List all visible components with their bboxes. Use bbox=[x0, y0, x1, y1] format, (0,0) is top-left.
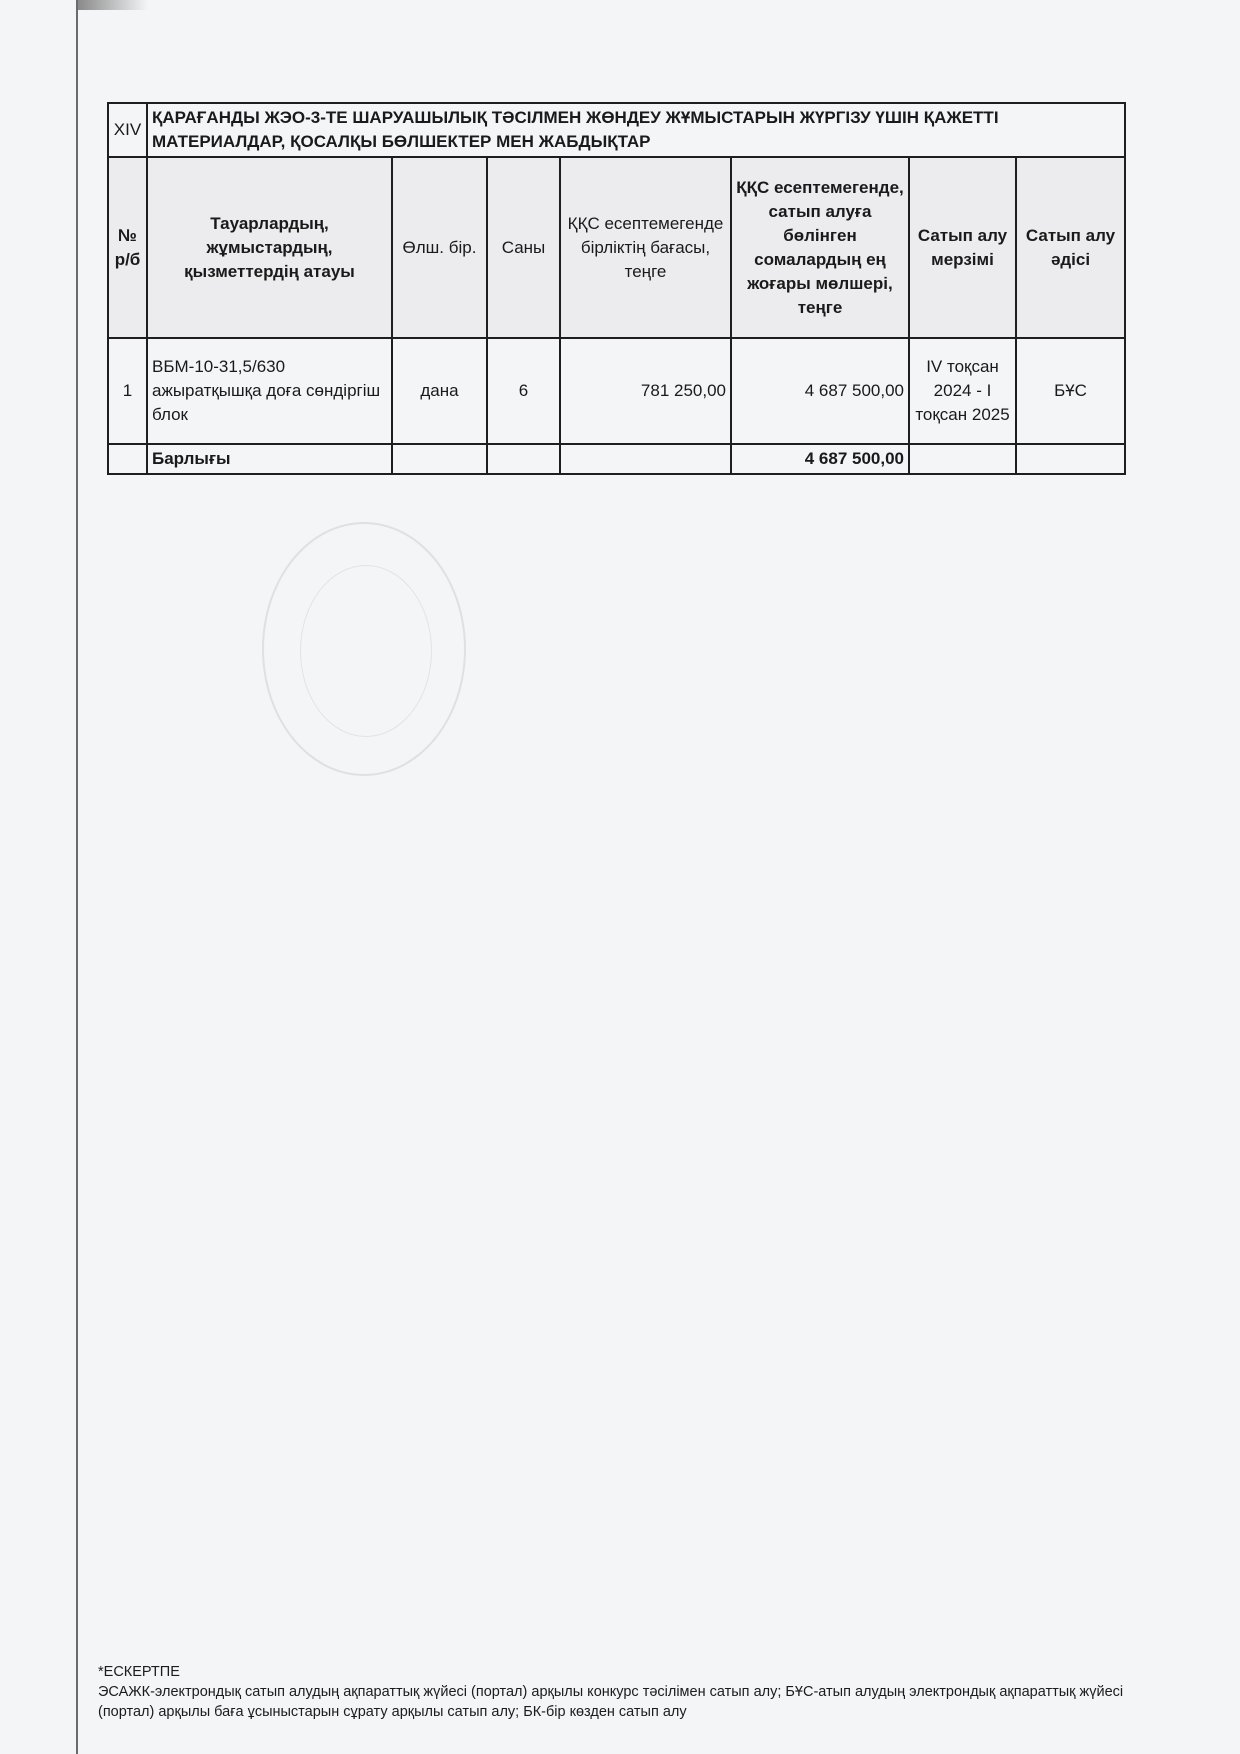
procurement-table bbox=[107, 102, 1126, 475]
row-qty: 6 bbox=[487, 338, 560, 444]
row-max-amount: 4 687 500,00 bbox=[731, 338, 909, 444]
page-edge bbox=[76, 0, 78, 1754]
header-row bbox=[108, 157, 1125, 338]
total-empty-5 bbox=[909, 444, 1016, 474]
col-header-unit: Өлш. бір. bbox=[392, 157, 487, 338]
col-header-max-amount: ҚҚС есептемегенде, сатып алуға бөлінген сомалардың ең жоғары мөлшері, теңге bbox=[731, 157, 909, 338]
section-title-row bbox=[108, 103, 1125, 157]
footnote bbox=[98, 1662, 1138, 1722]
col-header-method: Сатып алу әдісі bbox=[1016, 157, 1125, 338]
footnote-heading: *ЕСКЕРТПЕ bbox=[98, 1664, 180, 1680]
total-empty-4 bbox=[560, 444, 731, 474]
scan-smudge bbox=[78, 0, 148, 10]
row-method: БҰС bbox=[1016, 338, 1125, 444]
row-period: IV тоқсан 2024 - I тоқсан 2025 bbox=[909, 338, 1016, 444]
col-header-num: № р/б bbox=[108, 157, 147, 338]
col-header-qty: Саны bbox=[487, 157, 560, 338]
total-empty-3 bbox=[487, 444, 560, 474]
col-header-name: Тауарлардың, жұмыстардың, қызметтердің атауы bbox=[147, 157, 392, 338]
row-unit: дана bbox=[392, 338, 487, 444]
row-name: ВБМ-10-31,5/630 ажыратқышқа доға сөндіргіш блок bbox=[147, 338, 392, 444]
row-num: 1 bbox=[108, 338, 147, 444]
faded-stamp-inner bbox=[300, 565, 432, 737]
total-row bbox=[108, 444, 1125, 474]
col-header-unit-price: ҚҚС есептемегенде бірліктің бағасы, теңге bbox=[560, 157, 731, 338]
total-empty-2 bbox=[392, 444, 487, 474]
total-label: Барлығы bbox=[147, 444, 392, 474]
section-title: ҚАРАҒАНДЫ ЖЭО-3-ТЕ ШАРУАШЫЛЫҚ ТӘСІЛМЕН ЖӨНДЕУ ЖҰМЫСТАРЫН ЖҮРГІЗУ ҮШІН ҚАЖЕТТІ МАТЕРИАЛДАР, ҚОСАЛҚЫ БӨЛШЕКТЕР МЕН ЖАБДЫҚТАР bbox=[147, 103, 1125, 157]
total-amount: 4 687 500,00 bbox=[731, 444, 909, 474]
row-unit-price: 781 250,00 bbox=[560, 338, 731, 444]
col-header-period: Сатып алу мерзімі bbox=[909, 157, 1016, 338]
total-empty-6 bbox=[1016, 444, 1125, 474]
total-empty-1 bbox=[108, 444, 147, 474]
footnote-text: ЭСАЖК-электрондық сатып алудың ақпараттық жүйесі (портал) арқылы конкурс тәсілімен сатып алу; БҰС-атып алудың электрондық ақпараттық жүйесі (портал) арқылы баға ұсыныстарын сұрату арқылы сатып алу; БК-бір көзден сатып алу bbox=[98, 1684, 1124, 1720]
table-row bbox=[108, 338, 1125, 444]
section-number: XIV bbox=[108, 103, 147, 157]
